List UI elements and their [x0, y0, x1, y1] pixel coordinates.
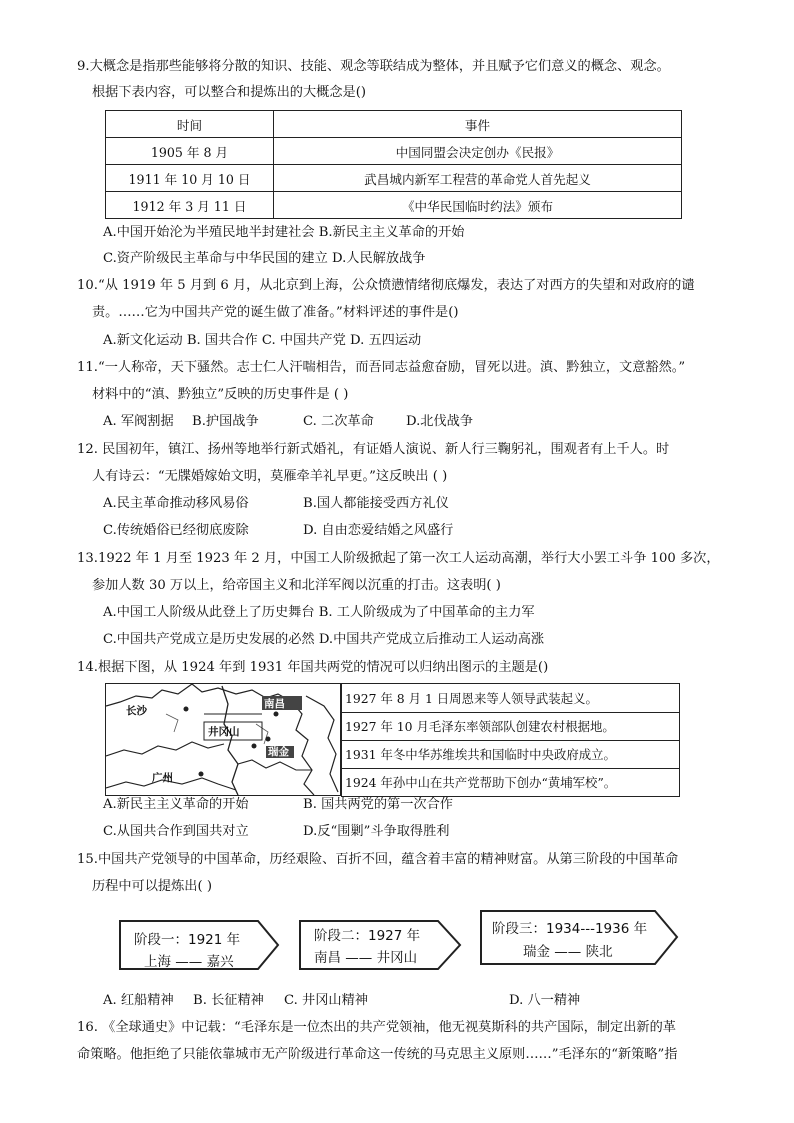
event-text: 1927 年 8 月 1 日周恩来等人领导武装起义。: [345, 691, 598, 706]
q15-option-b: B. 长征精神: [193, 993, 264, 1008]
q14-stem-line1: 14.根据下图，从 1924 年到 1931 年国共两党的情况可以归纳出图示的主题是(): [77, 660, 549, 675]
event-text: 1924 年孙中山在共产党帮助下创办“黄埔军校”。: [345, 775, 617, 790]
q11-option-b: B.护国战争: [192, 414, 259, 429]
q15-option-d: D. 八一精神: [509, 993, 581, 1008]
map-label-nanchang: 南昌: [264, 698, 285, 710]
table-header-event: 事件: [274, 111, 682, 138]
table-cell-event: 武昌城内新军工程营的革命党人首先起义: [274, 165, 682, 192]
q12-stem-line2: 人有诗云：“无牒婚嫁始文明，莫雁牵羊礼早更。”这反映出 ( ): [92, 469, 448, 484]
q14-option-b: B. 国共两党的第一次合作: [303, 797, 453, 812]
q13-stem-line1: 13.1922 年 1 月至 1923 年 2 月，中国工人阶级掀起了第一次工人运动高潮，举行大小罢工斗争 100 多次，: [77, 551, 720, 566]
map-label-guangzhou: 广州: [152, 772, 173, 784]
table-row: [106, 165, 682, 192]
q9-event-table: [105, 110, 682, 219]
table-cell-event: 《中华民国临时约法》颁布: [274, 192, 682, 219]
list-item: [342, 740, 679, 769]
q15-option-c: C. 井冈山精神: [284, 993, 368, 1008]
event-text: 1927 年 10 月毛泽东率领部队创建农村根据地。: [345, 719, 615, 734]
q11-option-c: C. 二次革命: [303, 414, 374, 429]
q11-option-a: A. 军阀割据: [103, 414, 174, 429]
q9-stem-line1: 9.大概念是指那些能够将分散的知识、技能、观念等联结成为整体，并且赋予它们意义的概念、观念。: [77, 59, 670, 74]
q15-stem-line2: 历程中可以提炼出( ): [92, 879, 212, 894]
table-cell-event: 中国同盟会决定创办《民报》: [274, 138, 682, 165]
q13-stem-line2: 参加人数 30 万以上，给帝国主义和北洋军阀以沉重的打击。这表明( ): [92, 578, 501, 593]
stage-three-places: 瑞金 —— 陕北: [523, 944, 613, 960]
q12-option-c: C.传统婚俗已经彻底废除: [103, 523, 249, 538]
q12-option-d: D. 自由恋爱结婚之风盛行: [303, 523, 454, 538]
list-item: [342, 684, 679, 713]
stage-three-title: 阶段三：1934---1936 年: [492, 921, 648, 937]
q15-option-a: A. 红船精神: [103, 993, 174, 1008]
q14-map: [105, 683, 341, 796]
stage-two-title: 阶段二：1927 年: [314, 928, 421, 944]
q12-option-a: A.民主革命推动移风易俗: [103, 496, 249, 511]
q14-option-c: C.从国共合作到国共对立: [103, 824, 249, 839]
table-cell-time: 1905 年 8 月: [106, 138, 274, 165]
q11-stem-line2: 材料中的“滇、黔独立”反映的历史事件是 ( ): [92, 387, 349, 402]
q16-stem-line2: 命策略。他拒绝了只能依靠城市无产阶级进行革命这一传统的马克思主义原则……”毛泽东的“新策略”指: [77, 1047, 678, 1062]
table-cell-time: 1911 年 10 月 10 日: [106, 165, 274, 192]
q14-option-a: A.新民主主义革命的开始: [103, 797, 249, 812]
map-label-jinggangshan: 井冈山: [208, 726, 240, 738]
map-outline-graphic: [106, 684, 340, 795]
q12-option-b: B.国人都能接受西方礼仪: [303, 496, 449, 511]
q10-stem-line1: 10.“从 1919 年 5 月到 6 月，从北京到上海，公众愤懑情绪彻底爆发，表达了对西方的失望和对政府的谴: [77, 278, 695, 293]
q11-stem-line1: 11.“一人称帝，天下骚然。志士仁人汗喘相告，而吾同志益愈奋励，冒死以进。滇、黔独立，文意豁然。”: [77, 360, 686, 375]
table-header-time: 时间: [106, 111, 274, 138]
q11-option-d: D.北伐战争: [406, 414, 474, 429]
table-header-row: [106, 111, 682, 138]
list-item: [342, 712, 679, 741]
table-row: [106, 138, 682, 165]
q9-stem-line2: 根据下表内容，可以整合和提炼出的大概念是(): [92, 85, 367, 100]
table-cell-time: 1912 年 3 月 11 日: [106, 192, 274, 219]
q9-options-row2: C.资产阶级民主革命与中华民国的建立 D.人民解放战争: [103, 251, 426, 266]
q15-stem-line1: 15.中国共产党领导的中国革命，历经艰险、百折不回，蕴含着丰富的精神财富。从第三阶段的中国革命: [77, 852, 679, 867]
q9-options-row1: A.中国开始沦为半殖民地半封建社会 B.新民主主义革命的开始: [103, 225, 465, 240]
event-text: 1931 年冬中华苏维埃共和国临时中央政府成立。: [345, 747, 616, 762]
table-row: [106, 192, 682, 219]
map-label-changsha: 长沙: [126, 705, 147, 717]
q16-stem-line1: 16. 《全球通史》中记载：“毛泽东是一位杰出的共产党领袖，他无视莫斯科的共产国际，制定出新的革: [77, 1020, 676, 1035]
q10-stem-line2: 责。……它为中国共产党的诞生做了准备。”材料评述的事件是(): [92, 305, 459, 320]
stage-one-places: 上海 —— 嘉兴: [144, 954, 234, 970]
stage-two-places: 南昌 —— 井冈山: [314, 950, 418, 966]
q14-event-list: [341, 683, 680, 797]
q10-options: A.新文化运动 B. 国共合作 C. 中国共产党 D. 五四运动: [103, 333, 422, 348]
q13-options-row2: C.中国共产党成立是历史发展的必然 D.中国共产党成立后推动工人运动高涨: [103, 632, 545, 647]
q13-options-row1: A.中国工人阶级从此登上了历史舞台 B. 工人阶级成为了中国革命的主力军: [103, 605, 535, 620]
q14-option-d: D.反“围剿”斗争取得胜利: [303, 824, 450, 839]
stage-one-title: 阶段一：1921 年: [134, 932, 241, 948]
list-item: [342, 768, 679, 796]
map-label-ruijin: 瑞金: [268, 746, 289, 758]
q12-stem-line1: 12. 民国初年，镇江、扬州等地举行新式婚礼，有证婚人演说、新人行三鞠躬礼，围观者有上千人。时: [77, 442, 670, 457]
